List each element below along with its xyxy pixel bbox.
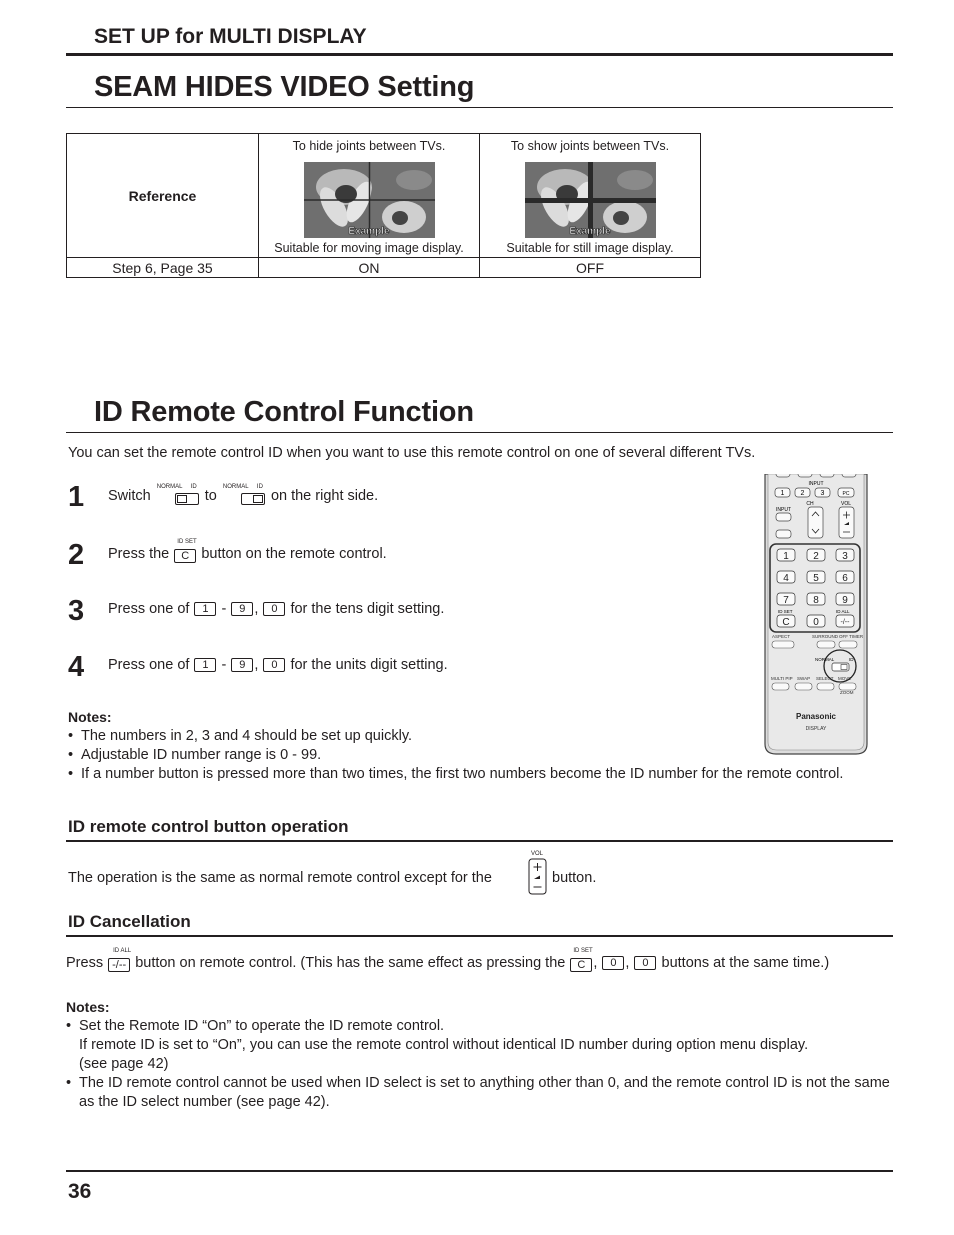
remote-zoom-label: ZOOM xyxy=(840,690,854,695)
step-4-pre: Press one of xyxy=(108,657,190,673)
note-text: The numbers in 2, 3 and 4 should be set up quickly. xyxy=(81,728,413,744)
key-0-icon: 0 xyxy=(602,956,624,970)
seam-reference-table xyxy=(66,133,701,278)
note-item: • If a number button is pressed more than two times, the first two numbers become the ID number for the remote control. xyxy=(68,766,844,782)
remote-input-3: 3 xyxy=(820,490,825,497)
remote-key-c: C xyxy=(782,617,790,628)
id-set-button-icon xyxy=(569,948,593,972)
note-text: The ID remote control cannot be used when ID select is set to anything other than 0, and the remote control ID is not the same as the ID select number (see page 42). xyxy=(79,1075,890,1110)
off-value: OFF xyxy=(480,258,701,278)
id-all-label: ID ALL xyxy=(113,948,132,954)
remote-display-label: DISPLAY xyxy=(805,726,827,732)
remote-ch-label: CH xyxy=(806,501,814,507)
on-value: ON xyxy=(259,258,480,278)
remote-id-label: ID xyxy=(849,657,854,662)
step-3-pre: Press one of xyxy=(108,601,190,617)
step-4-text xyxy=(108,657,448,673)
note-item: • The ID remote control cannot be used when ID select is set to anything other than 0, and the remote control ID is not the same as the ID select number (see page 42). xyxy=(66,1074,892,1112)
step-1-mid: to xyxy=(204,487,217,504)
step-3-dash: - xyxy=(221,601,227,617)
note-item: • Adjustable ID number range is 0 - 99. xyxy=(68,747,322,763)
step-4-post: for the units digit setting. xyxy=(290,657,448,673)
remote-swap-label: SWAP xyxy=(797,676,811,681)
id-set-label: ID SET xyxy=(573,948,593,954)
cancel-press: Press xyxy=(66,954,104,971)
step-4-comma: , xyxy=(254,657,259,673)
step-reference: Step 6, Page 35 xyxy=(67,258,259,278)
seam-hidden-example-image xyxy=(304,162,435,238)
remote-off-timer-label: OFF TIMER xyxy=(839,634,864,639)
cancellation-notes-title: Notes: xyxy=(66,999,110,1015)
step-1-pre: Switch xyxy=(108,487,151,504)
operation-text xyxy=(68,870,492,886)
switch-id-label-2: ID xyxy=(256,484,263,490)
vol-button-icon xyxy=(527,851,549,896)
note-text: If a number button is pressed more than two times, the first two numbers become the ID number for the remote control. xyxy=(81,766,844,782)
note-item: • The numbers in 2, 3 and 4 should be set up quickly. xyxy=(68,728,413,744)
step-3-text xyxy=(108,601,444,617)
header-rule xyxy=(66,53,893,56)
off-example-cell xyxy=(480,134,701,258)
key-9-icon: 9 xyxy=(231,658,253,672)
cancellation-notes-list xyxy=(66,1017,892,1112)
vol-label: VOL xyxy=(531,851,544,857)
switch-id-icon xyxy=(221,484,267,505)
notes-list xyxy=(68,727,892,784)
remote-key-2: 2 xyxy=(813,551,819,562)
remote-key-7: 7 xyxy=(783,595,789,606)
switch-normal-label-2: NORMAL xyxy=(222,484,249,490)
remote-key-3: 3 xyxy=(842,551,848,562)
step-2-post: button on the remote control. xyxy=(201,545,387,562)
step-3-comma: , xyxy=(254,601,259,617)
c-key: C xyxy=(570,958,592,972)
remote-control-illustration xyxy=(762,474,870,758)
note-item: • Set the Remote ID “On” to operate the ID remote control. If remote ID is set to “On”, you can use the remote control without identical ID number during option menu display. (see page 42) xyxy=(66,1018,809,1072)
off-caption-bottom: Suitable for still image display. xyxy=(506,240,674,255)
dash-key: -/-- xyxy=(108,958,130,972)
operation-post: button. xyxy=(552,870,597,886)
step-1-post: on the right side. xyxy=(270,487,379,504)
step-3-post: for the tens digit setting. xyxy=(290,601,445,617)
step-4-dash: - xyxy=(221,657,227,673)
note-text: (see page 42) xyxy=(79,1056,169,1072)
off-caption-top: To show joints between TVs. xyxy=(510,138,670,153)
on-example-label: Example xyxy=(348,225,390,237)
cancel-mid: button on remote control. (This has the same effect as pressing the xyxy=(135,954,566,971)
seam-shown-example-image xyxy=(525,162,656,238)
remote-key-9: 9 xyxy=(842,595,848,606)
cancel-comma-2: , xyxy=(625,954,630,971)
step-3-number: 3 xyxy=(68,595,85,627)
note-text: Adjustable ID number range is 0 - 99. xyxy=(81,747,322,763)
step-2-pre: Press the xyxy=(108,545,170,562)
step-1-number: 1 xyxy=(68,481,85,513)
remote-aspect-label: ASPECT xyxy=(772,634,791,639)
key-0-icon: 0 xyxy=(634,956,656,970)
remote-select-label: SELECT xyxy=(816,676,834,681)
cancellation-rule xyxy=(66,935,893,937)
remote-move-label: MOVE xyxy=(838,676,852,681)
section-header: SET UP for MULTI DISPLAY xyxy=(94,25,367,48)
remote-key-4: 4 xyxy=(783,573,789,584)
seam-title-rule xyxy=(66,107,893,108)
remote-key-6: 6 xyxy=(842,573,848,584)
id-all-button-icon xyxy=(107,948,132,972)
remote-surround-label: SURROUND xyxy=(812,634,839,639)
remote-multipip-label: MULTI PIP xyxy=(771,676,793,681)
id-set-label: ID SET xyxy=(177,539,197,545)
operation-rule xyxy=(66,840,893,842)
remote-key-5: 5 xyxy=(813,573,819,584)
seam-title: SEAM HIDES VIDEO Setting xyxy=(94,71,475,103)
remote-key-dash: -/-- xyxy=(840,619,850,626)
remote-input-label: INPUT xyxy=(808,481,824,487)
off-example-label: Example xyxy=(569,225,611,237)
switch-id-label: ID xyxy=(190,484,197,490)
remote-input-pc: PC xyxy=(842,491,850,497)
id-remote-intro: You can set the remote control ID when you want to use this remote control on one of several different TVs. xyxy=(68,445,756,461)
remote-vol-label: VOL xyxy=(840,501,852,507)
footer-rule xyxy=(66,1170,893,1172)
step-2-number: 2 xyxy=(68,539,85,571)
switch-normal-label: NORMAL xyxy=(156,484,183,490)
key-1-icon: 1 xyxy=(194,602,216,616)
on-example-cell xyxy=(259,134,480,258)
key-0-icon: 0 xyxy=(263,658,285,672)
operation-title: ID remote control button operation xyxy=(68,817,349,836)
cancellation-title: ID Cancellation xyxy=(68,912,191,931)
c-key: C xyxy=(174,549,196,563)
id-remote-title: ID Remote Control Function xyxy=(94,396,474,428)
remote-input-2: 2 xyxy=(800,490,805,497)
switch-normal-icon xyxy=(155,484,201,505)
key-0-icon: 0 xyxy=(263,602,285,616)
id-remote-title-rule xyxy=(66,432,893,433)
on-caption-bottom: Suitable for moving image display. xyxy=(274,240,464,255)
remote-key-0: 0 xyxy=(813,617,819,628)
cancel-comma-1: , xyxy=(593,954,598,971)
cancel-post: buttons at the same time.) xyxy=(661,954,830,971)
key-1-icon: 1 xyxy=(194,658,216,672)
remote-key-8: 8 xyxy=(813,595,819,606)
step-1-text xyxy=(108,484,379,505)
remote-id-all-label: ID ALL xyxy=(836,609,850,614)
remote-key-1: 1 xyxy=(783,551,789,562)
notes-title: Notes: xyxy=(68,709,112,725)
on-caption-top: To hide joints between TVs. xyxy=(292,138,446,153)
reference-label: Reference xyxy=(67,134,259,258)
note-text: Set the Remote ID “On” to operate the ID remote control. xyxy=(79,1018,445,1034)
cancellation-text xyxy=(66,948,830,972)
remote-normal-label: NORMAL xyxy=(815,657,835,662)
step-2-text xyxy=(108,539,387,563)
remote-input-1: 1 xyxy=(780,490,785,497)
id-set-button-icon xyxy=(173,539,197,563)
step-4-number: 4 xyxy=(68,651,85,683)
operation-pre: The operation is the same as normal remote control except for the xyxy=(68,870,492,886)
page-number: 36 xyxy=(68,1180,92,1203)
remote-id-set-label: ID SET xyxy=(778,609,793,614)
remote-input-btn-label: INPUT xyxy=(776,507,791,513)
remote-brand-logo: Panasonic xyxy=(795,712,837,721)
note-text: If remote ID is set to “On”, you can use the remote control without identical ID number during option menu display. xyxy=(79,1037,809,1053)
key-9-icon: 9 xyxy=(231,602,253,616)
